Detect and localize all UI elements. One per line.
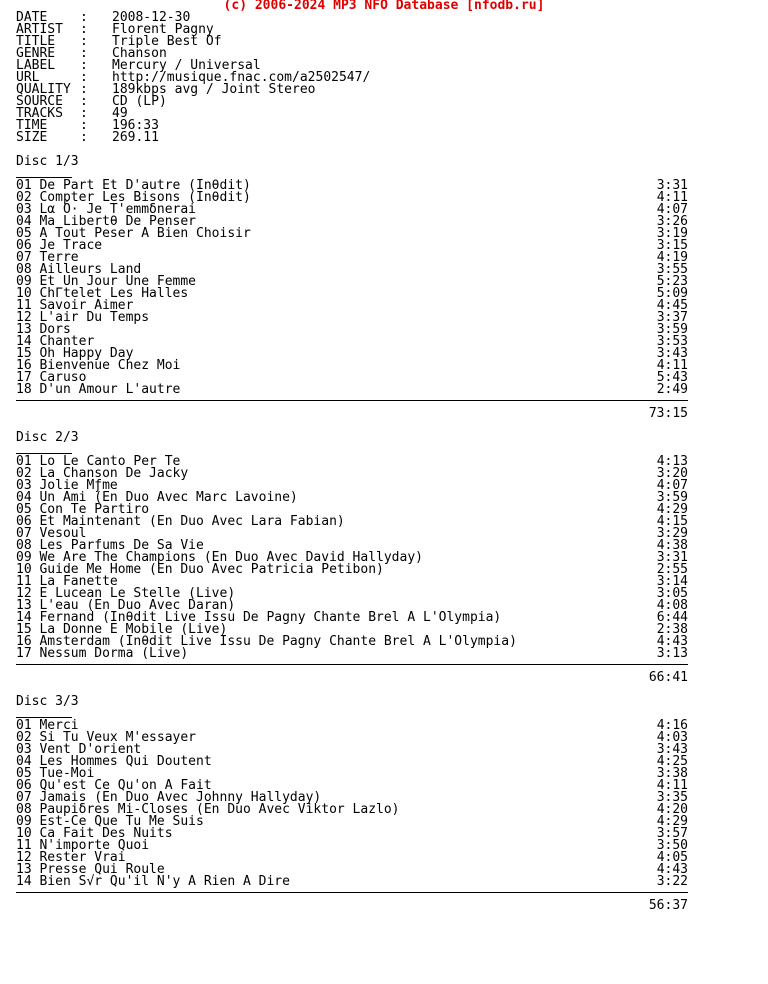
track-title: 14 Fernand (Inθdit Live Issu De Pagny Chante Brel A L'Olympia)	[16, 610, 502, 625]
track-duration: 3:50	[656, 838, 688, 853]
track-duration: 4:43	[656, 634, 688, 649]
track-row	[16, 324, 688, 336]
track-row	[16, 756, 688, 768]
meta-key: DATE	[16, 10, 48, 25]
track-row	[16, 312, 688, 324]
meta-colon: :	[80, 106, 88, 121]
disc-total-time	[16, 408, 688, 420]
track-title: 01 Lo Le Canto Per Te	[16, 454, 181, 469]
track-duration: 3:43	[656, 346, 688, 361]
meta-colon: :	[80, 22, 88, 37]
meta-key: QUALITY	[16, 82, 71, 97]
track-duration: 5:23	[656, 274, 688, 289]
track-title: 08 Paupiδres Mi-Closes (En Duo Avec Viktor Lazlo)	[16, 802, 400, 817]
track-title: 15 La Donne E Mobile (Live)	[16, 622, 228, 637]
track-duration: 4:05	[656, 850, 688, 865]
track-duration: 3:55	[656, 262, 688, 277]
track-title: 06 Qu'est Ce Qu'on A Fait	[16, 778, 212, 793]
track-duration: 4:07	[656, 202, 688, 217]
disc-total-value: 66:41	[648, 670, 688, 685]
track-title: 01 Merci	[16, 718, 79, 733]
meta-value: 49	[112, 106, 128, 121]
track-duration: 3:13	[656, 646, 688, 661]
track-title: 11 Savoir Aimer	[16, 298, 134, 313]
meta-key: GENRE	[16, 46, 56, 61]
disc-title-underline	[16, 444, 696, 456]
track-title: 15 Oh Happy Day	[16, 346, 134, 361]
disc-section	[16, 432, 696, 684]
meta-colon: :	[80, 34, 88, 49]
track-title: 12 L'air Du Temps	[16, 310, 150, 325]
disc-title: Disc 2/3	[16, 430, 79, 445]
track-duration: 3:37	[656, 310, 688, 325]
track-row	[16, 648, 688, 660]
track-list	[16, 720, 688, 888]
meta-key: LABEL	[16, 58, 56, 73]
site-header: (c) 2006-2024 MP3 NFO Database [nfodb.ru]	[223, 0, 545, 13]
track-title: 07 Vesoul	[16, 526, 87, 541]
track-title: 18 D'un Amour L'autre	[16, 382, 181, 397]
disc-divider	[16, 396, 696, 408]
track-title: 16 Bienvenue Chez Moi	[16, 358, 181, 373]
track-duration: 3:20	[656, 466, 688, 481]
disc-total-value: 73:15	[648, 406, 688, 421]
track-duration: 3:22	[656, 874, 688, 889]
disc-title-underline	[16, 708, 696, 720]
meta-colon: :	[80, 130, 88, 145]
track-duration: 3:31	[656, 178, 688, 193]
disc-section	[16, 156, 696, 420]
meta-value[interactable]: http://musique.fnac.com/a2502547/	[112, 70, 371, 85]
meta-value: Mercury / Universal	[112, 58, 261, 73]
track-title: 04 Les Hommes Qui Doutent	[16, 754, 212, 769]
meta-key: TIME	[16, 118, 48, 133]
disc-list	[16, 156, 696, 912]
track-duration: 3:05	[656, 586, 688, 601]
track-title: 03 Jolie Mƒme	[16, 478, 118, 493]
track-title: 10 Guide Me Home (En Duo Avec Patricia Petibon)	[16, 562, 384, 577]
meta-value: Chanson	[112, 46, 167, 61]
track-duration: 4:19	[656, 250, 688, 265]
disc-divider	[16, 660, 696, 672]
disc-title-underline	[16, 168, 696, 180]
meta-value: 2008-12-30	[112, 10, 191, 25]
meta-colon: :	[80, 94, 88, 109]
meta-colon: :	[80, 46, 88, 61]
track-title: 11 La Fanette	[16, 574, 118, 589]
track-title: 17 Caruso	[16, 370, 87, 385]
track-title: 16 Amsterdam (Inθdit Live Issu De Pagny Chante Brel A L'Olympia)	[16, 634, 517, 649]
track-row	[16, 360, 688, 372]
disc-total-time	[16, 900, 688, 912]
track-title: 14 Chanter	[16, 334, 95, 349]
track-title: 09 Et Un Jour Une Femme	[16, 274, 197, 289]
track-list	[16, 456, 688, 660]
meta-key: SOURCE	[16, 94, 63, 109]
track-title: 08 Ailleurs Land	[16, 262, 142, 277]
track-duration: 5:09	[656, 286, 688, 301]
track-duration: 4:15	[656, 514, 688, 529]
meta-key: URL	[16, 70, 40, 85]
track-duration: 4:38	[656, 538, 688, 553]
track-duration: 2:38	[656, 622, 688, 637]
track-title: 13 Dors	[16, 322, 71, 337]
track-duration: 3:31	[656, 550, 688, 565]
track-title: 09 Est-Ce Que Tu Me Suis	[16, 814, 204, 829]
track-title: 13 Presse Qui Roule	[16, 862, 165, 877]
track-row	[16, 240, 688, 252]
meta-value: Triple Best Of	[112, 34, 222, 49]
track-duration: 3:38	[656, 766, 688, 781]
meta-row-size	[16, 132, 696, 144]
track-title: 10 ChΓtelet Les Halles	[16, 286, 189, 301]
meta-key: ARTIST	[16, 22, 63, 37]
track-row	[16, 228, 688, 240]
track-duration: 3:57	[656, 826, 688, 841]
meta-value: 189kbps avg / Joint Stereo	[112, 82, 316, 97]
track-duration: 2:49	[656, 382, 688, 397]
track-title: 06 Et Maintenant (En Duo Avec Lara Fabian)	[16, 514, 345, 529]
track-duration: 4:20	[656, 802, 688, 817]
track-duration: 6:44	[656, 610, 688, 625]
track-duration: 4:11	[656, 190, 688, 205]
meta-value: CD (LP)	[112, 94, 167, 109]
track-title: 12 E Lucean Le Stelle (Live)	[16, 586, 236, 601]
track-title: 14 Bien S√r Qu'il N'y A Rien A Dire	[16, 874, 290, 889]
track-duration: 3:29	[656, 526, 688, 541]
track-title: 02 La Chanson De Jacky	[16, 466, 189, 481]
track-duration: 2:55	[656, 562, 688, 577]
release-info	[16, 12, 696, 144]
nfo-content	[16, 12, 696, 912]
track-list	[16, 180, 688, 396]
track-title: 11 N'importe Quoi	[16, 838, 150, 853]
track-duration: 4:45	[656, 298, 688, 313]
track-duration: 4:03	[656, 730, 688, 745]
meta-colon: :	[80, 82, 88, 97]
track-title: 04 Un Ami (En Duo Avec Marc Lavoine)	[16, 490, 298, 505]
track-title: 10 Ca Fait Des Nuits	[16, 826, 173, 841]
track-duration: 3:35	[656, 790, 688, 805]
track-title: 04 Ma Libertθ De Penser	[16, 214, 197, 229]
track-title: 03 Vent D'orient	[16, 742, 142, 757]
meta-key: TITLE	[16, 34, 56, 49]
track-title: 07 Jamais (En Duo Avec Johnny Hallyday)	[16, 790, 322, 805]
meta-value: 269.11	[112, 130, 159, 145]
track-duration: 3:19	[656, 226, 688, 241]
track-title: 02 Si Tu Veux M'essayer	[16, 730, 197, 745]
track-duration: 4:43	[656, 862, 688, 877]
track-duration: 3:59	[656, 322, 688, 337]
meta-colon: :	[80, 118, 88, 133]
track-duration: 4:11	[656, 778, 688, 793]
meta-colon: :	[80, 70, 88, 85]
track-duration: 4:11	[656, 358, 688, 373]
track-title: 13 L'eau (En Duo Avec Daran)	[16, 598, 236, 613]
track-duration: 4:07	[656, 478, 688, 493]
track-duration: 3:26	[656, 214, 688, 229]
track-title: 09 We Are The Champions (En Duo Avec David Hallyday)	[16, 550, 423, 565]
track-title: 08 Les Parfums De Sa Vie	[16, 538, 204, 553]
track-title: 05 Tue-Moi	[16, 766, 95, 781]
meta-key: SIZE	[16, 130, 48, 145]
track-row	[16, 516, 688, 528]
meta-value: 196:33	[112, 118, 159, 133]
track-duration: 3:14	[656, 574, 688, 589]
track-title: 06 Je Trace	[16, 238, 103, 253]
meta-colon: :	[80, 58, 88, 73]
track-duration: 4:08	[656, 598, 688, 613]
track-duration: 5:43	[656, 370, 688, 385]
meta-key: TRACKS	[16, 106, 63, 121]
track-title: 17 Nessum Dorma (Live)	[16, 646, 189, 661]
disc-total-value: 56:37	[648, 898, 688, 913]
track-duration: 4:29	[656, 502, 688, 517]
disc-divider	[16, 888, 696, 900]
track-row	[16, 876, 688, 888]
disc-title: Disc 1/3	[16, 154, 79, 169]
track-title: 02 Compter Les Bisons (Inθdit)	[16, 190, 251, 205]
meta-colon: :	[80, 10, 88, 25]
disc-section	[16, 696, 696, 912]
track-duration: 4:29	[656, 814, 688, 829]
track-title: 05 Con Te Partiro	[16, 502, 150, 517]
track-title: 12 Rester Vrai	[16, 850, 126, 865]
disc-total-time	[16, 672, 688, 684]
track-duration: 4:13	[656, 454, 688, 469]
track-title: 03 Lα Ó· Je T'emmδnerai	[16, 202, 197, 217]
track-duration: 4:25	[656, 754, 688, 769]
track-row	[16, 384, 688, 396]
track-duration: 3:15	[656, 238, 688, 253]
track-duration: 3:59	[656, 490, 688, 505]
meta-value: Florent Pagny	[112, 22, 214, 37]
track-title: 05 A Tout Peser A Bien Choisir	[16, 226, 251, 241]
track-duration: 4:16	[656, 718, 688, 733]
disc-title: Disc 3/3	[16, 694, 79, 709]
track-title: 01 De Part Et D'autre (Inθdit)	[16, 178, 251, 193]
track-title: 07 Terre	[16, 250, 79, 265]
track-duration: 3:53	[656, 334, 688, 349]
track-duration: 3:43	[656, 742, 688, 757]
